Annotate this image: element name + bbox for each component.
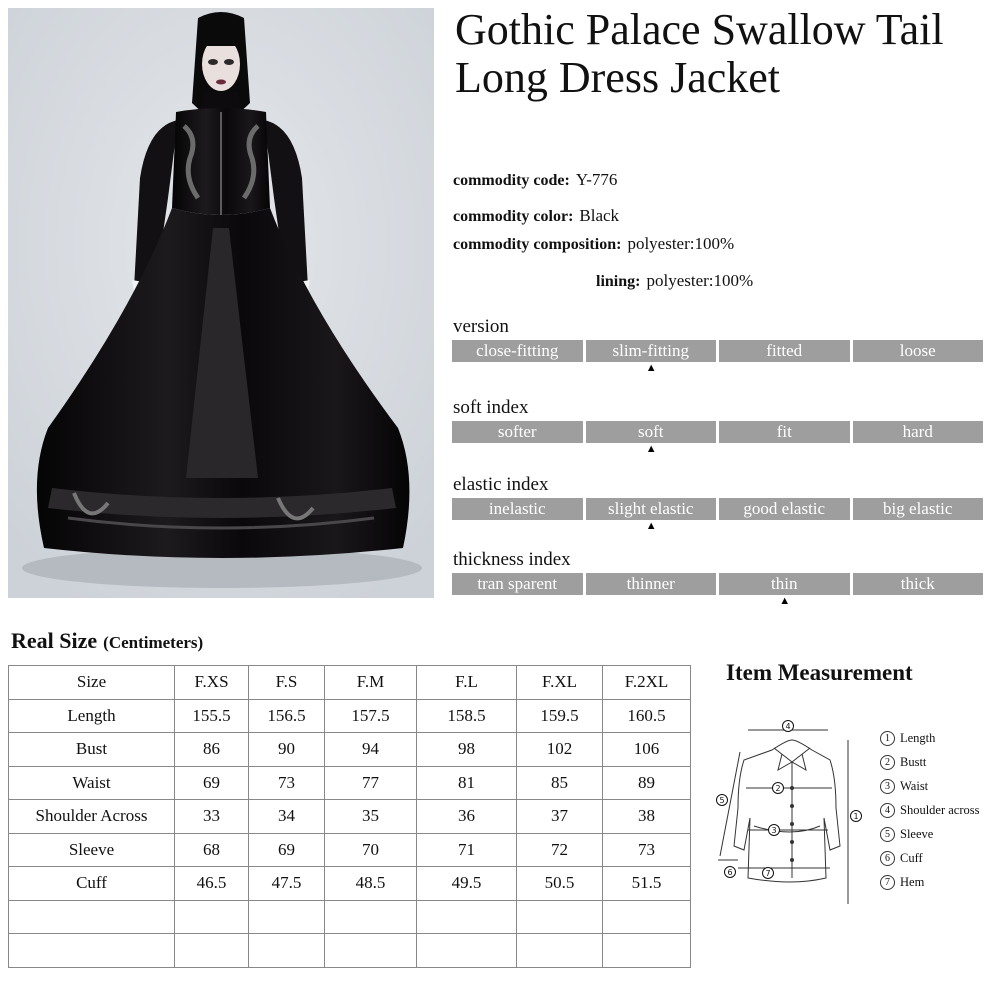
table-empty-cell [517, 934, 603, 968]
legend-item [880, 870, 980, 894]
index-bar-2 [452, 498, 983, 520]
commodity-color-row [453, 206, 619, 226]
commodity-composition-value: polyester:100% [627, 234, 735, 253]
svg-text:1: 1 [853, 812, 859, 821]
table-cell: 89 [603, 766, 691, 800]
commodity-composition-label: commodity composition: [453, 236, 622, 253]
index-label-1: soft index [453, 397, 529, 418]
index-bar-1 [452, 421, 983, 443]
legend-item [880, 726, 980, 750]
legend-number: 7 [880, 875, 895, 890]
table-cell: Waist [9, 766, 175, 800]
svg-text:5: 5 [719, 796, 725, 805]
table-empty-cell [603, 934, 691, 968]
gothic-dress-illustration [8, 8, 434, 598]
table-cell: 73 [603, 833, 691, 867]
table-empty-cell [249, 934, 325, 968]
table-cell: 50.5 [517, 867, 603, 901]
table-empty-cell [249, 900, 325, 934]
table-cell: 72 [517, 833, 603, 867]
index-option: good elastic [719, 498, 850, 520]
commodity-composition-row [453, 234, 734, 254]
legend-label: Shoulder across [900, 803, 980, 817]
table-cell: Length [9, 699, 175, 733]
table-cell: 33 [175, 800, 249, 834]
index-bar-3 [452, 573, 983, 595]
table-row [9, 833, 691, 867]
table-cell: 36 [417, 800, 517, 834]
real-size-unit: (Centimeters) [103, 633, 204, 652]
table-row [9, 699, 691, 733]
table-empty-cell [9, 934, 175, 968]
selected-marker: ▲ [645, 520, 657, 532]
product-photo [8, 8, 434, 598]
index-option: soft [586, 421, 717, 443]
table-empty-cell [417, 934, 517, 968]
table-empty-cell [325, 900, 417, 934]
table-cell: 156.5 [249, 699, 325, 733]
legend-label: Cuff [900, 851, 923, 865]
index-option: thin [719, 573, 850, 595]
index-option: slight elastic [586, 498, 717, 520]
table-empty-cell [325, 934, 417, 968]
table-cell: 71 [417, 833, 517, 867]
legend-item [880, 822, 980, 846]
marker-6 [725, 867, 736, 878]
svg-text:7: 7 [765, 869, 771, 878]
legend-item [880, 750, 980, 774]
index-option: thinner [586, 573, 717, 595]
table-cell: 159.5 [517, 699, 603, 733]
table-cell: 77 [325, 766, 417, 800]
table-header-cell: F.S [249, 666, 325, 700]
table-empty-cell [417, 900, 517, 934]
legend-label: Sleeve [900, 827, 934, 841]
lining-label: lining: [596, 273, 641, 290]
table-header-row [9, 666, 691, 700]
table-cell: 98 [417, 733, 517, 767]
legend-number: 2 [880, 755, 895, 770]
table-cell: 106 [603, 733, 691, 767]
legend-number: 6 [880, 851, 895, 866]
table-cell: Cuff [9, 867, 175, 901]
table-cell: 73 [249, 766, 325, 800]
index-option: fit [719, 421, 850, 443]
table-header-cell: F.L [417, 666, 517, 700]
index-option: big elastic [853, 498, 984, 520]
index-option: softer [452, 421, 583, 443]
commodity-color-label: commodity color: [453, 208, 574, 225]
table-cell: 81 [417, 766, 517, 800]
table-cell: 68 [175, 833, 249, 867]
index-option: inelastic [452, 498, 583, 520]
marker-7 [763, 868, 774, 879]
legend-label: Hem [900, 875, 925, 889]
svg-text:3: 3 [771, 826, 777, 835]
index-option: fitted [719, 340, 850, 362]
table-cell: 157.5 [325, 699, 417, 733]
selected-marker: ▲ [645, 362, 657, 374]
table-cell: 49.5 [417, 867, 517, 901]
legend-item [880, 774, 980, 798]
table-cell: 69 [175, 766, 249, 800]
table-row [9, 800, 691, 834]
table-cell: 38 [603, 800, 691, 834]
table-empty-cell [9, 900, 175, 934]
table-cell: 160.5 [603, 699, 691, 733]
commodity-code-label: commodity code: [453, 172, 570, 189]
index-option: slim-fitting [586, 340, 717, 362]
table-header-cell: Size [9, 666, 175, 700]
table-header-cell: F.XS [175, 666, 249, 700]
marker-1 [851, 811, 862, 822]
table-cell: 35 [325, 800, 417, 834]
table-cell: 69 [249, 833, 325, 867]
size-table [8, 665, 691, 968]
legend-label: Length [900, 731, 936, 745]
table-cell: 94 [325, 733, 417, 767]
table-row [9, 766, 691, 800]
table-cell: 47.5 [249, 867, 325, 901]
coat-measurement-diagram [712, 718, 872, 913]
coat-outline [734, 740, 840, 882]
legend-number: 3 [880, 779, 895, 794]
table-header-cell: F.M [325, 666, 417, 700]
index-option: tran sparent [452, 573, 583, 595]
index-label-2: elastic index [453, 474, 549, 495]
svg-text:6: 6 [727, 868, 733, 877]
measurement-legend [880, 726, 980, 894]
svg-text:4: 4 [785, 722, 791, 731]
index-label-0: version [453, 316, 509, 337]
commodity-color-value: Black [579, 206, 620, 225]
table-cell: 37 [517, 800, 603, 834]
index-option: loose [853, 340, 984, 362]
index-option: thick [853, 573, 984, 595]
legend-item [880, 798, 980, 822]
marker-3 [769, 825, 780, 836]
product-title: Gothic Palace Swallow Tail Long Dress Jacket [455, 5, 944, 102]
marker-4 [783, 721, 794, 732]
svg-text:2: 2 [775, 784, 781, 793]
marker-2 [773, 783, 784, 794]
table-cell: 70 [325, 833, 417, 867]
marker-5 [717, 795, 728, 806]
selected-marker: ▲ [779, 595, 791, 607]
legend-number: 4 [880, 803, 895, 818]
table-cell: 85 [517, 766, 603, 800]
table-cell: Sleeve [9, 833, 175, 867]
table-cell: 90 [249, 733, 325, 767]
legend-number: 5 [880, 827, 895, 842]
lining-row [596, 271, 753, 291]
table-cell: 102 [517, 733, 603, 767]
commodity-code-row [453, 170, 617, 190]
table-header-cell: F.XL [517, 666, 603, 700]
table-header-cell: F.2XL [603, 666, 691, 700]
legend-item [880, 846, 980, 870]
table-empty-cell [175, 900, 249, 934]
index-bar-0 [452, 340, 983, 362]
real-size-heading [11, 628, 203, 654]
table-empty-cell [517, 900, 603, 934]
legend-label: Bustt [900, 755, 927, 769]
table-cell: Shoulder Across [9, 800, 175, 834]
table-cell: 34 [249, 800, 325, 834]
table-cell: 46.5 [175, 867, 249, 901]
table-row [9, 867, 691, 901]
legend-number: 1 [880, 731, 895, 746]
index-option: close-fitting [452, 340, 583, 362]
table-cell: 86 [175, 733, 249, 767]
selected-marker: ▲ [645, 443, 657, 455]
table-empty-cell [175, 934, 249, 968]
commodity-code-value: Y-776 [575, 170, 618, 189]
lining-value: polyester:100% [646, 271, 754, 290]
table-cell: 158.5 [417, 699, 517, 733]
table-empty-cell [603, 900, 691, 934]
legend-label: Waist [900, 779, 929, 793]
table-cell: Bust [9, 733, 175, 767]
table-cell: 155.5 [175, 699, 249, 733]
table-empty-row [9, 900, 691, 934]
item-measurement-title: Item Measurement [726, 660, 913, 685]
table-cell: 51.5 [603, 867, 691, 901]
real-size-title: Real Size [11, 628, 98, 653]
index-label-3: thickness index [453, 549, 571, 570]
table-empty-row [9, 934, 691, 968]
table-cell: 48.5 [325, 867, 417, 901]
index-option: hard [853, 421, 984, 443]
table-row [9, 733, 691, 767]
